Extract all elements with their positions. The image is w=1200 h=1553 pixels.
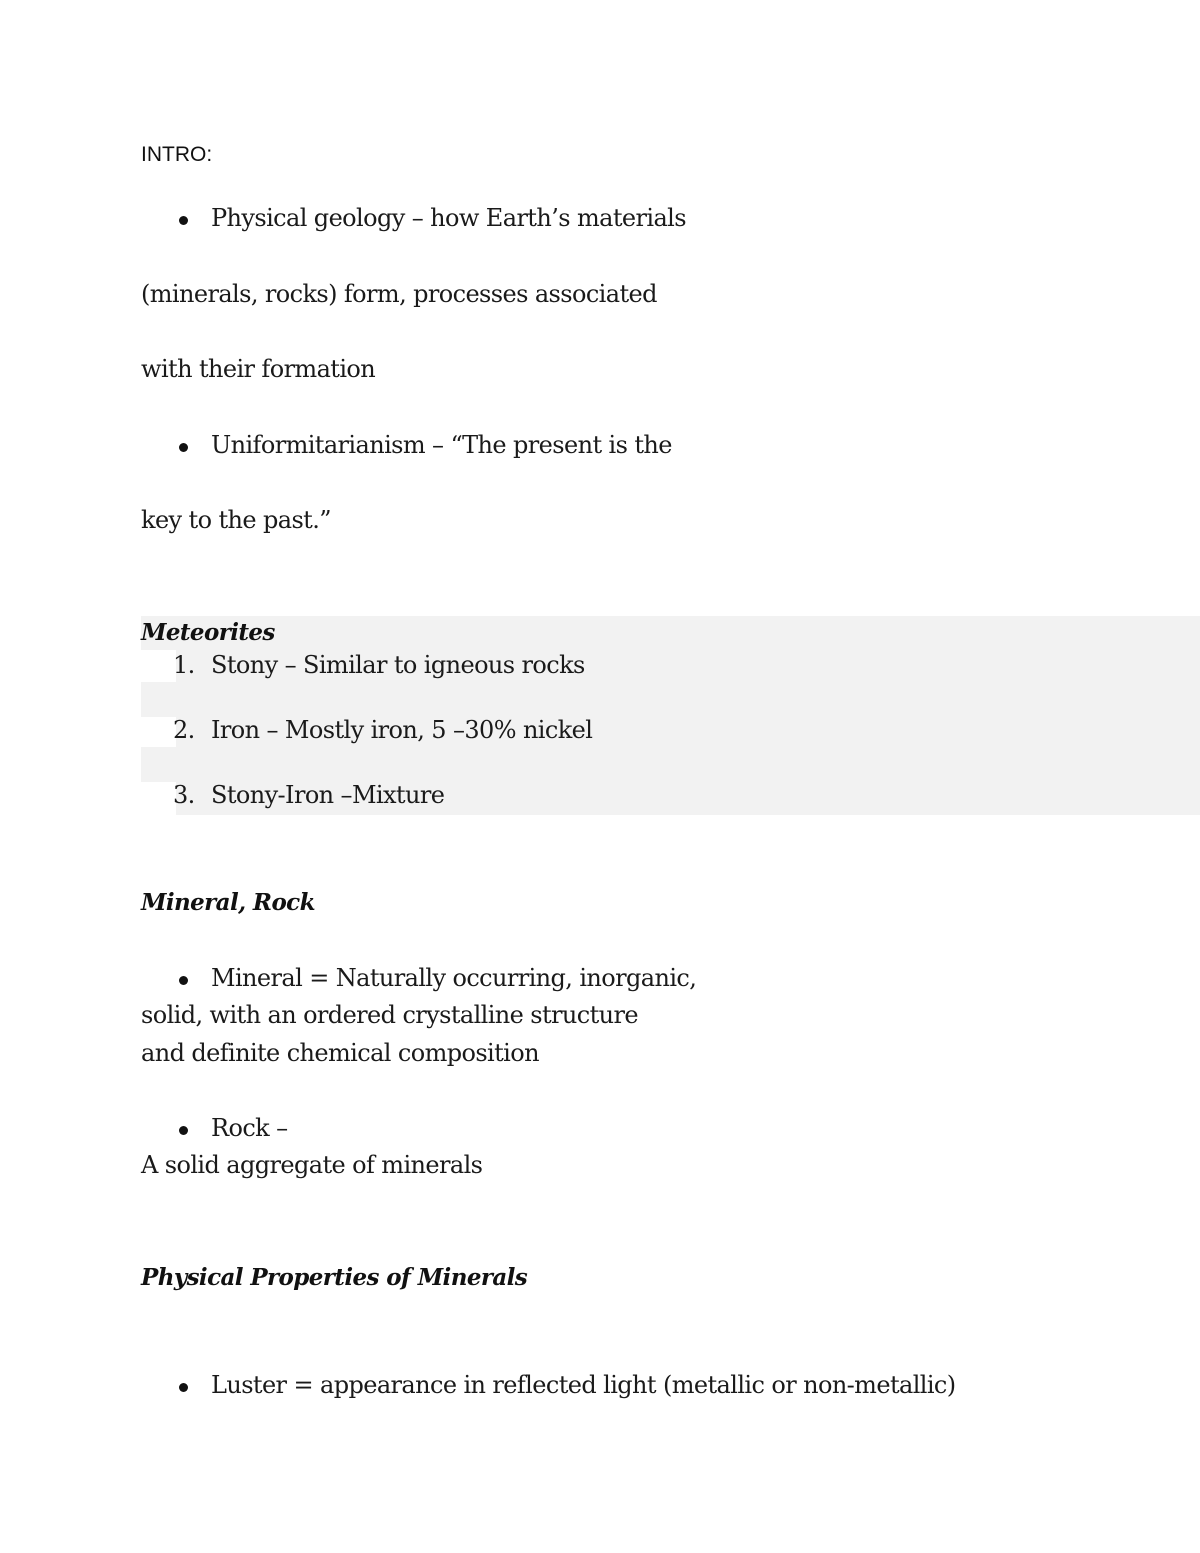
highlight-band <box>141 747 1200 782</box>
bullet-icon <box>179 1126 188 1135</box>
bullet-icon <box>179 443 188 452</box>
bullet-text: Physical geology – how Earth’s materials <box>211 204 686 232</box>
list-item: Iron – Mostly iron, 5 –30% nickel <box>211 716 593 744</box>
list-number: 2. <box>173 716 195 744</box>
list-number: 1. <box>173 651 195 679</box>
paragraph-line: with their formation <box>141 355 376 383</box>
paragraph-line: A solid aggregate of minerals <box>141 1151 483 1179</box>
section-heading-physical-properties: Physical Properties of Minerals <box>141 1264 528 1291</box>
bullet-icon <box>179 976 188 985</box>
paragraph-line: (minerals, rocks) form, processes associated <box>141 280 657 308</box>
highlight-band <box>141 682 1200 717</box>
paragraph-line: solid, with an ordered crystalline structure <box>141 1001 639 1029</box>
paragraph-line: key to the past.” <box>141 506 331 534</box>
bullet-text: Uniformitarianism – “The present is the <box>211 431 672 459</box>
list-number: 3. <box>173 781 195 809</box>
paragraph-line: and definite chemical composition <box>141 1039 539 1067</box>
bullet-text: Mineral = Naturally occurring, inorganic, <box>211 964 697 992</box>
section-heading-mineral-rock: Mineral, Rock <box>141 889 315 916</box>
bullet-icon <box>179 216 188 225</box>
intro-label: INTRO: <box>141 143 213 166</box>
bullet-text: Rock – <box>211 1114 288 1142</box>
bullet-icon <box>179 1383 188 1392</box>
list-item: Stony – Similar to igneous rocks <box>211 651 585 679</box>
list-item: Stony-Iron –Mixture <box>211 781 445 809</box>
bullet-text: Luster = appearance in reflected light (metallic or non-metallic) <box>211 1371 956 1399</box>
section-heading-meteorites: Meteorites <box>141 619 275 646</box>
highlight-band <box>141 616 1200 650</box>
